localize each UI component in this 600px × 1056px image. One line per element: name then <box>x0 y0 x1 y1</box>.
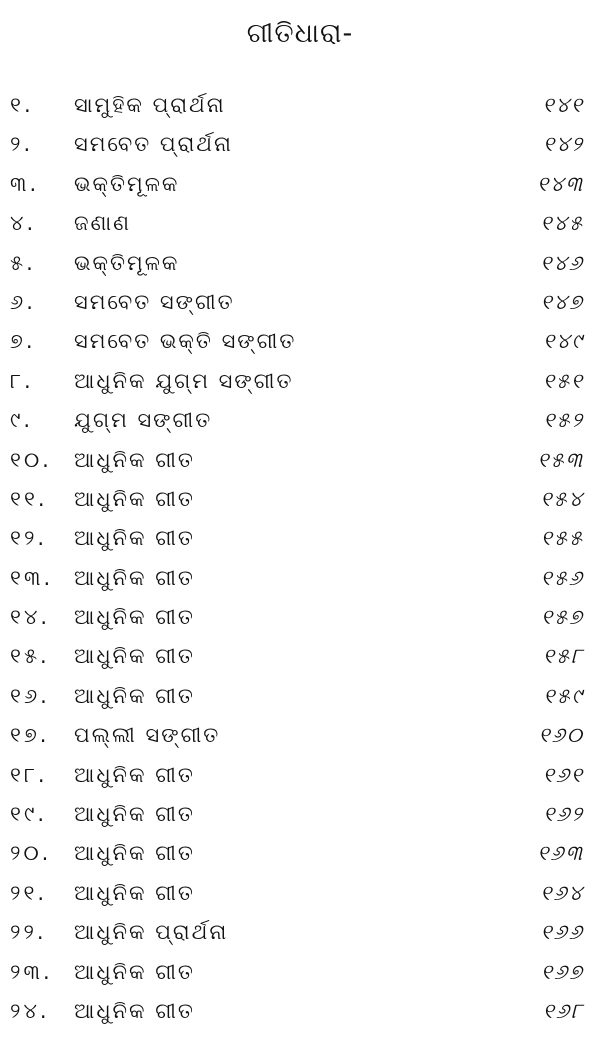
entry-title: ଭକ୍ତିମୂଳକ <box>74 171 180 196</box>
entry-title: ସମବେତ ପ୍ରାର୍ଥନା <box>74 132 233 157</box>
entry-number: ୧୪. <box>10 605 51 630</box>
contents-entry <box>0 86 600 125</box>
entry-title: ଆଧୁନିକ ଗୀତ <box>74 880 195 905</box>
contents-entry <box>0 519 600 558</box>
entry-page-number: ୧୫୩ <box>537 447 584 472</box>
entry-page-number: ୧୬୬ <box>540 920 584 945</box>
entry-title: ଆଧୁନିକ ଗୀତ <box>74 841 195 866</box>
entry-number: ୨୪. <box>10 998 50 1023</box>
entry-number: ୯. <box>10 408 34 433</box>
entry-page-number: ୧୪୨ <box>543 132 584 157</box>
entry-title: ଜଣାଣ <box>74 211 132 236</box>
entry-page-number: ୧୫୫ <box>540 526 584 551</box>
contents-entry <box>0 637 600 676</box>
entry-page-number: ୧୫୨ <box>543 408 584 433</box>
entry-title: ଆଧୁନିକ ଯୁଗ୍ମ ସଙ୍ଗୀତ <box>74 368 294 393</box>
entry-page-number: ୧୬୨ <box>543 802 584 827</box>
contents-entry <box>0 716 600 755</box>
entry-title: ସମବେତ ସଙ୍ଗୀତ <box>74 289 235 314</box>
entry-page-number: ୧୪୩ <box>537 171 584 196</box>
entry-page-number: ୧୪୫ <box>540 211 584 236</box>
entry-title: ଯୁଗ୍ମ ସଙ୍ଗୀତ <box>74 408 213 433</box>
contents-entry <box>0 756 600 795</box>
entry-page-number: ୧୫୧ <box>543 368 584 393</box>
entry-number: ୨. <box>10 132 34 157</box>
entry-title: ଆଧୁନିକ ଗୀତ <box>74 998 195 1023</box>
entry-page-number: ୧୬୩ <box>537 841 584 866</box>
contents-entry <box>0 874 600 913</box>
contents-entry <box>0 244 600 283</box>
entry-title: ଆଧୁନିକ ଗୀତ <box>74 565 195 590</box>
entry-number: ୨୧. <box>10 880 48 905</box>
contents-entry <box>0 125 600 164</box>
contents-entry <box>0 913 600 952</box>
entry-page-number: ୧୫୬ <box>540 565 584 590</box>
entry-number: ୨୨. <box>10 920 47 945</box>
entry-title: ଆଧୁନିକ ଗୀତ <box>74 959 195 984</box>
entry-title: ଆଧୁନିକ ଗୀତ <box>74 447 195 472</box>
entry-title: ଆଧୁନିକ ଗୀତ <box>74 644 195 669</box>
contents-entry <box>0 834 600 873</box>
entry-number: ୨୩. <box>10 959 53 984</box>
entry-number: ୧୮. <box>10 762 48 787</box>
entry-number: ୫. <box>10 250 36 275</box>
entry-page-number: ୧୫୪ <box>540 486 584 511</box>
entry-page-number: ୧୬୦ <box>538 723 584 748</box>
entry-title: ଆଧୁନିକ ଗୀତ <box>74 762 195 787</box>
entry-number: ୧୩. <box>10 565 54 590</box>
entry-number: ୨୦. <box>10 841 52 866</box>
entry-number: ୪. <box>10 211 37 236</box>
entry-page-number: ୧୪୧ <box>542 93 584 117</box>
contents-entry <box>0 559 600 598</box>
contents-entry <box>0 204 600 243</box>
entry-title: ଆଧୁନିକ ଗୀତ <box>74 802 195 827</box>
entry-number: ୧୬. <box>10 683 50 708</box>
entry-title: ଭକ୍ତିମୂଳକ <box>74 250 180 275</box>
entry-number: ୧୧. <box>10 486 48 511</box>
entry-page-number: ୧୫୯ <box>543 683 584 708</box>
entry-page-number: ୧୪୭ <box>540 289 584 314</box>
entry-page-number: ୧୬୧ <box>542 762 584 787</box>
entry-title: ଆଧୁନିକ ଗୀତ <box>74 526 195 551</box>
entry-number: ୬. <box>10 289 36 314</box>
contents-entry <box>0 992 600 1031</box>
contents-entry <box>0 165 600 204</box>
contents-entry <box>0 598 600 637</box>
contents-entry <box>0 322 600 361</box>
entry-number: ୭. <box>10 329 36 354</box>
entry-page-number: ୧୪୬ <box>540 250 584 275</box>
entry-number: ୧. <box>10 93 34 117</box>
entry-page-number: ୧୫୭ <box>541 605 584 630</box>
contents-entry <box>0 795 600 834</box>
contents-entry <box>0 283 600 322</box>
contents-entry <box>0 480 600 519</box>
entry-title: ସାମୁହିକ ପ୍ରାର୍ଥନା <box>74 93 226 117</box>
entry-page-number: ୧୪୯ <box>543 329 584 354</box>
entry-title: ପଲ୍ଲୀ ସଙ୍ଗୀତ <box>74 723 221 748</box>
entry-title: ଆଧୁନିକ ଗୀତ <box>74 683 195 708</box>
contents-entry <box>0 401 600 440</box>
entry-title: ଆଧୁନିକ ଗୀତ <box>74 486 195 511</box>
entry-title: ସମବେତ ଭକ୍ତି ସଙ୍ଗୀତ <box>74 329 297 354</box>
entry-number: ୩. <box>10 171 40 196</box>
contents-entry <box>0 362 600 401</box>
entry-number: ୧୭. <box>10 723 50 748</box>
entry-page-number: ୧୬୭ <box>541 959 584 984</box>
entry-number: ୧୯. <box>10 802 48 827</box>
entry-title: ଆଧୁନିକ ଗୀତ <box>74 605 195 630</box>
entry-number: ୮. <box>10 368 34 393</box>
entry-page-number: ୧୫୮ <box>542 644 584 669</box>
contents-entry <box>0 677 600 716</box>
entry-number: ୧୦. <box>10 447 52 472</box>
entry-page-number: ୧୬୮ <box>542 998 584 1023</box>
entry-number: ୧୨. <box>10 526 48 551</box>
entry-title: ଆଧୁନିକ ପ୍ରାର୍ଥନା <box>74 920 229 945</box>
entry-page-number: ୧୬୪ <box>540 880 584 905</box>
contents-entry <box>0 953 600 992</box>
contents-entry <box>0 441 600 480</box>
entry-number: ୧୫. <box>10 644 50 669</box>
page-title: ଗୀତିଧାରା- <box>246 18 354 49</box>
contents-list <box>0 86 600 1031</box>
